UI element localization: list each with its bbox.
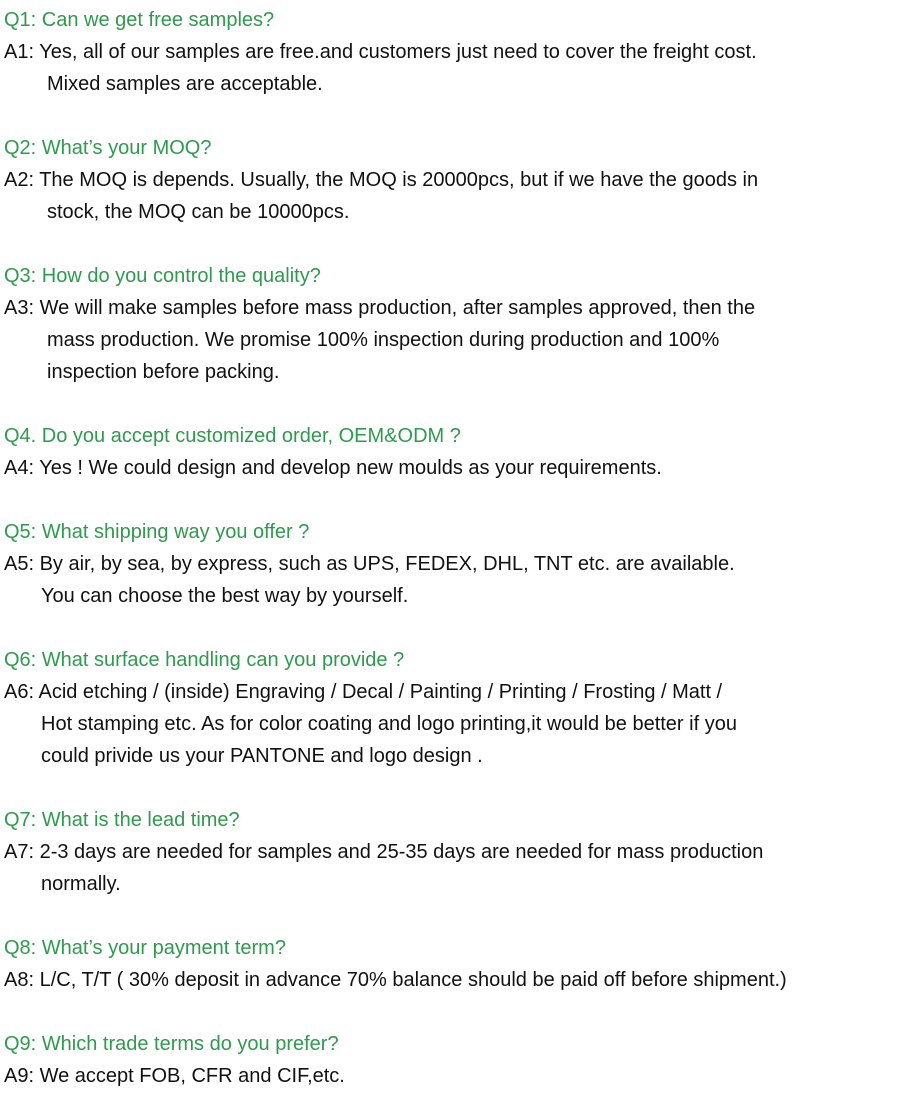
faq-question-3: Q3: How do you control the quality?	[4, 265, 321, 287]
faq-answer-2-line-1: A2: The MOQ is depends. Usually, the MOQ is 20000pcs, but if we have the goods in	[4, 169, 759, 191]
faq-answer-3-line-3: inspection before packing.	[47, 361, 280, 383]
faq-question-4: Q4. Do you accept customized order, OEM&ODM ?	[4, 425, 461, 447]
faq-answer-9-line-1: A9: We accept FOB, CFR and CIF,etc.	[4, 1065, 345, 1087]
faq-answer-6-line-3: could privide us your PANTONE and logo design .	[41, 745, 483, 767]
faq-answer-7-line-1: A7: 2-3 days are needed for samples and 25-35 days are needed for mass production	[4, 841, 764, 863]
faq-question-5: Q5: What shipping way you offer ?	[4, 521, 310, 543]
faq-answer-4-line-1: A4: Yes ! We could design and develop new moulds as your requirements.	[4, 457, 662, 479]
faq-answer-6-line-2: Hot stamping etc. As for color coating and logo printing,it would be better if you	[41, 713, 737, 735]
faq-answer-3-line-2: mass production. We promise 100% inspection during production and 100%	[47, 329, 720, 351]
faq-question-1: Q1: Can we get free samples?	[4, 9, 275, 31]
faq-answer-8-line-1: A8: L/C, T/T ( 30% deposit in advance 70% balance should be paid off before shipment.)	[4, 969, 787, 991]
faq-question-2: Q2: What’s your MOQ?	[4, 137, 212, 159]
faq-answer-7-line-2: normally.	[41, 873, 121, 895]
faq-answer-3-line-1: A3: We will make samples before mass production, after samples approved, then the	[4, 297, 756, 319]
faq-question-6: Q6: What surface handling can you provide ?	[4, 649, 405, 671]
faq-answer-6-line-1: A6: Acid etching / (inside) Engraving / Decal / Painting / Printing / Frosting / Matt /	[4, 681, 723, 703]
faq-answer-1-line-2: Mixed samples are acceptable.	[47, 73, 323, 95]
faq-answer-5-line-1: A5: By air, by sea, by express, such as UPS, FEDEX, DHL, TNT etc. are available.	[4, 553, 735, 575]
faq-answer-1-line-1: A1: Yes, all of our samples are free.and customers just need to cover the freight cost.	[4, 41, 757, 63]
faq-answer-5-line-2: You can choose the best way by yourself.	[41, 585, 409, 607]
faq-question-7: Q7: What is the lead time?	[4, 809, 240, 831]
faq-question-9: Q9: Which trade terms do you prefer?	[4, 1033, 339, 1055]
faq-answer-2-line-2: stock, the MOQ can be 10000pcs.	[47, 201, 350, 223]
faq-question-8: Q8: What’s your payment term?	[4, 937, 286, 959]
